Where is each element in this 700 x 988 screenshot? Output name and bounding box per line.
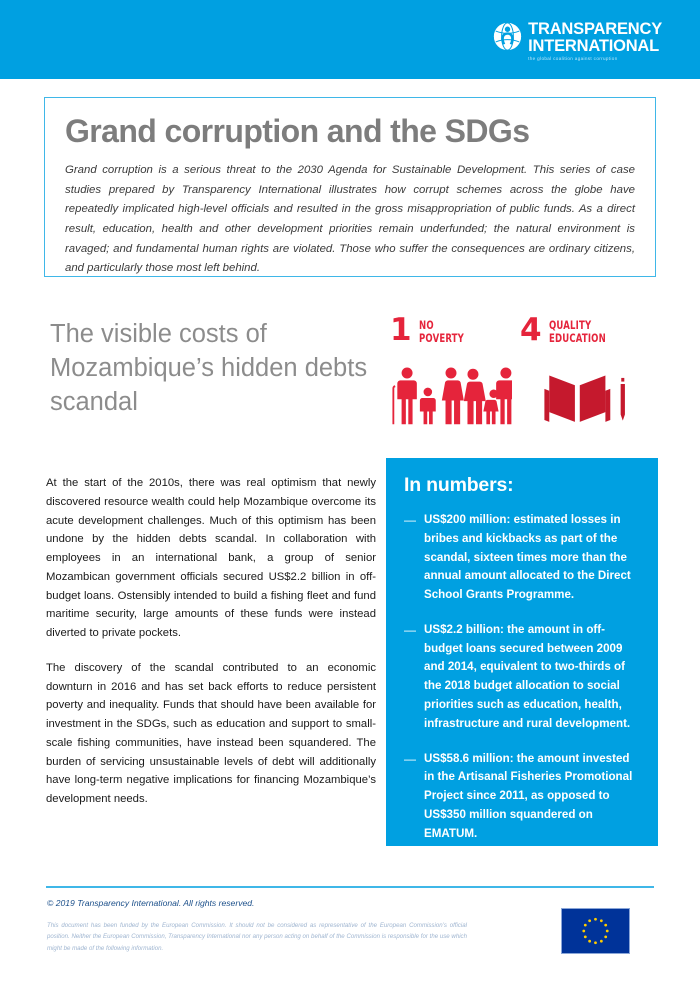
article-heading: The visible costs of Mozambique’s hidden debts scandal [50,320,368,416]
sdg-4-header [520,312,642,348]
article-body [46,474,376,809]
dash-bullet-icon: — [404,513,416,527]
in-numbers-box [386,458,658,846]
in-numbers-item-1 [424,511,638,605]
sdg-icon-row [390,312,642,426]
dash-bullet-icon: — [404,751,416,766]
in-numbers-item-1-lead: US$200 million: [424,513,514,526]
list-item [404,750,638,844]
in-numbers-title: In numbers: [404,474,514,496]
eu-stars [562,909,629,953]
in-numbers-item-3-rest: the amount invested in the Artisanal Fisheries Promotional Project since 2011, as opposed to US$350 million squandered on EMATUM. [424,751,633,840]
sdg-1-label-line2: POVERTY [418,332,464,346]
sdg-1-header [390,312,512,348]
in-numbers-item-2-rest: the amount in off-budget loans secured between 2009 and 2014, equivalent to two-thirds of the 2018 budget allocation to social priorities such as education, health, infrastructure and rural development. [424,622,631,730]
list-item [404,511,638,605]
in-numbers-item-3 [424,750,638,844]
transparency-international-logo [493,21,662,62]
european-union-flag-icon [561,908,630,954]
title-card [44,97,656,277]
sdg-icon-quality-education [520,312,642,426]
page-title: Grand corruption and the SDGs [65,113,530,149]
body-paragraph-1: At the start of the 2010s, there was real optimism that newly discovered resource wealth could help Mozambique overcome its acute development challenges. Much of this optimism has been undone by the hidden debts scandal. In collaboration with employees in an international bank, a group of senior Mozambican government officials secured US$2.2 billion in off-budget loans. Ostensibly intended to build a fishing fleet and fund maritime security, large amounts of these funds were instead diverted to private pockets. [46,477,376,639]
sdg-1-number: 1 [390,312,412,348]
logo-line-1: TRANSPARENCY [528,20,662,38]
disclaimer-text: This document has been funded by the European Commission. It should not be considered as representative of the European Commission’s official position. Neither the European Commission, Transparency International nor any person acting on behalf of the Commission is responsible for the use which might be made of the following information. [47,922,467,952]
in-numbers-item-3-lead: US$58.6 million: [424,751,517,765]
header-divider [0,79,700,82]
body-paragraph-2: The discovery of the scandal contributed to an economic downturn in 2016 and has set back efforts to reduce persistent poverty and inequality. Funds that should have been available for investment in the SDGs, such as education and support to small-scale fishing communities, have instead been squandered. The burden of servicing unsustainable levels of debt will additionally have long-term negative implications for financing Mozambique’s development needs. [46,661,376,805]
intro-paragraph: Grand corruption is a serious threat to the 2030 Agenda for Sustainable Development. This series of case studies prepared by Transparency International illustrates how corrupt schemes across the globe have repeatedly implicated high-level officials and resulted in the gross misappropriation of public funds. As a direct result, education, health and other development priorities remain underfunded; the natural environment is ravaged; and fundamental human rights are violated. Those who suffer the consequences are ordinary citizens, and particularly those most left behind. [65,164,635,275]
sdg-1-label-line1: NO [418,319,434,332]
globe-figure-logo-icon [493,22,522,51]
dash-bullet-icon: — [404,622,416,637]
in-numbers-item-2 [424,621,638,734]
in-numbers-item-1-rest: estimated losses in bribes and kickbacks as part of the scandal, sixteen times more than the annual amount allocated to the Direct School Grants Programme. [424,513,631,602]
logo-tagline: the global coalition against corruption [528,56,618,62]
sdg-4-label-line1: QUALITY [548,319,591,332]
open-book-pencil-icon [520,364,642,426]
in-numbers-item-2-lead: US$2.2 billion: [424,622,508,636]
sdg-4-label-line2: EDUCATION [548,332,606,346]
header-band [0,0,700,79]
sdg-4-number: 4 [520,312,542,348]
copyright-text: © 2019 Transparency International. All rights reserved. [47,898,255,908]
list-item [404,621,638,734]
footer-divider [46,886,654,888]
logo-line-2: INTERNATIONAL [528,36,660,55]
sdg-icon-no-poverty [390,312,512,426]
family-figures-icon [390,364,512,426]
